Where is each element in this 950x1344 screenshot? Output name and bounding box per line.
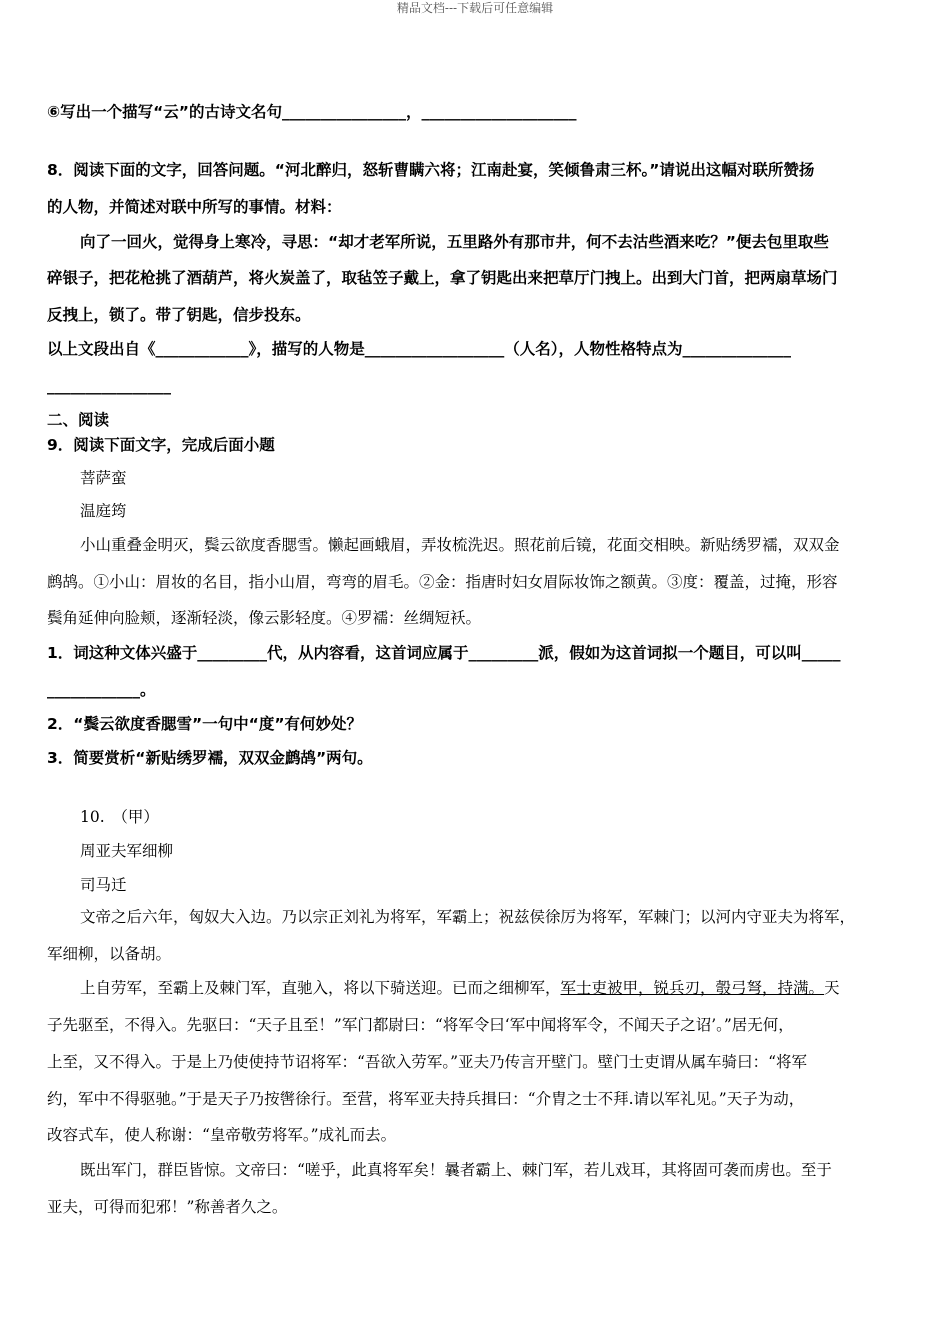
poem-line: 小山重叠金明灭，鬓云欲度香腮雪。懒起画蛾眉，弄妆梳洗迟。照花前后镜，花面交相映。新贴绣罗襦，双双金 <box>80 536 840 554</box>
classical-text-author: 司马迁 <box>80 876 127 894</box>
classical-text-line: 约，军中不得驱驰。”于是天子乃按辔徐行。至营，将军亚夫持兵揖曰：“介胄之士不拜.请以军礼见。”天子为动， <box>47 1090 805 1108</box>
poem-line: 鹧鸪。①小山：眉妆的名目，指小山眉，弯弯的眉毛。②金：指唐时妇女眉际妆饰之额黄。③度：覆盖，过掩，形容 <box>47 573 838 591</box>
classical-text-title: 周亚夫军细柳 <box>80 842 174 860</box>
question-9-prompt: 9．阅读下面文字，完成后面小题 <box>47 436 275 454</box>
poem-title: 菩萨蛮 <box>80 469 127 487</box>
question-8-blank-cont: ________________ <box>47 377 171 395</box>
material-line: 碎银子，把花枪挑了酒葫芦，将火炭盖了，取毡笠子戴上，拿了钥匙出来把草厅门拽上。出到大门首，把两扇草场门 <box>47 269 838 287</box>
section-heading-reading: 二、阅读 <box>47 411 110 429</box>
poem-author: 温庭筠 <box>80 502 127 520</box>
text-segment: 上自劳军，至霸上及棘门军，直驰入，将以下骑送迎。已而之细柳军， <box>80 979 561 997</box>
question-8-prompt-cont: 的人物，并简述对联中所写的事情。材料： <box>47 198 342 216</box>
classical-text-line: 亚夫，可得而犯邪！”称善者久之。 <box>47 1198 288 1216</box>
material-line: 向了一回火，觉得身上寒冷，寻思：“却才老军所说，五里路外有那市井，何不去沽些酒来吃？”便去包里取些 <box>80 233 829 251</box>
classical-text-line: 改容式车，使人称谢：“皇帝敬劳将军。”成礼而去。 <box>47 1126 397 1144</box>
classical-text-line: 子先驱至，不得入。先驱曰：“天子且至！”军门都尉曰：“将军令曰‘军中闻将军令，不闻天子之诏’。”居无何， <box>47 1016 794 1034</box>
poem-line: 鬓角延伸向脸颊，逐渐轻淡，像云影轻度。④罗襦：丝绸短袄。 <box>47 609 482 627</box>
underlined-sentence: 军士吏被甲，锐兵刃，彀弓弩，持满。 <box>560 979 825 997</box>
classical-text-line: 上至，又不得入。于是上乃使使持节诏将军：“吾欲入劳军。”亚夫乃传言开壁门。壁门士吏谓从属车骑曰：“将军 <box>47 1053 808 1071</box>
question-8-blanks: 以上文段出自《____________》，描写的人物是__________________（人名），人物性格特点为______________ <box>47 340 792 358</box>
classical-text-line <box>80 977 840 999</box>
sub-question-1-cont: ____________。 <box>47 681 156 699</box>
sub-question-2: 2．“鬓云欲度香腮雪”一句中“度”有何妙处？ <box>47 715 363 733</box>
classical-text-line: 文帝之后六年，匈奴大入边。乃以宗正刘礼为将军，军霸上；祝兹侯徐厉为将军，军棘门；以河内守亚夫为将军， <box>80 908 856 926</box>
question-6-line: ⑥写出一个描写“云”的古诗文名句________________，____________________ <box>47 103 577 121</box>
material-line: 反拽上，锁了。带了钥匙，信步投东。 <box>47 306 311 324</box>
question-8-prompt: 8．阅读下面的文字，回答问题。“河北醉归，怒斩曹瞒六将；江南赴宴，笑倾鲁肃三杯。”请说出这幅对联所赞扬 <box>47 161 815 179</box>
sub-question-3: 3．简要赏析“新贴绣罗襦，双双金鹧鸪”两句。 <box>47 749 373 767</box>
page-header: 精品文档---下载后可任意编辑 <box>396 1 554 15</box>
text-segment: 天 <box>824 979 840 997</box>
sub-question-1: 1．词这种文体兴盛于_________代，从内容看，这首词应属于_________派，假如为这首词拟一个题目，可以叫_____ <box>47 644 841 662</box>
classical-text-line: 既出军门，群臣皆惊。文帝曰：“嗟乎，此真将军矣！曩者霸上、棘门军，若儿戏耳，其将固可袭而虏也。至于 <box>80 1161 832 1179</box>
question-10-label: 10. （甲） <box>80 808 159 826</box>
classical-text-line: 军细柳，以备胡。 <box>47 945 172 963</box>
